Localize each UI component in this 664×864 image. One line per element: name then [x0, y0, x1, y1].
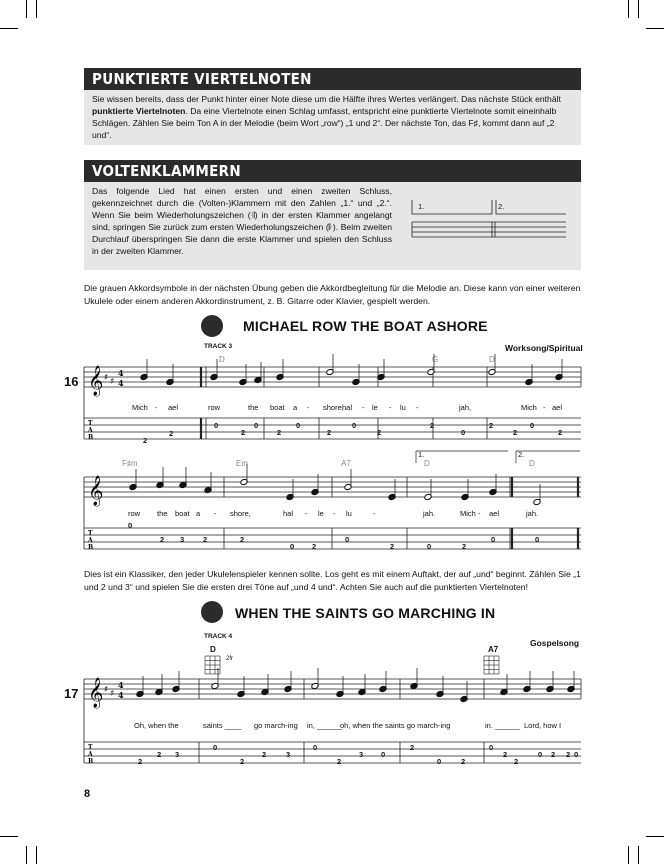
lyric-syllable: - — [478, 509, 481, 518]
time-sig: 4 — [118, 368, 124, 378]
tab-number: 2 — [240, 535, 245, 544]
lyric-syllable: - — [362, 403, 365, 412]
lyric-syllable: lu — [400, 403, 406, 412]
lyric-syllable: jah. — [526, 509, 539, 518]
tab-number: 0 — [345, 535, 350, 544]
tab-number: 2 — [203, 535, 208, 544]
tab-number: 0 — [461, 428, 466, 437]
paragraph-chords: Die grauen Akkordsymbole in der nächsten Übung geben die Akkordbegleitung für die Melodie an. Diese kann von einer weiteren Ukulele oder einem anderen Akkordinstrument, z. B. Gitarre oder Klavier, gespielt werden. — [84, 283, 581, 306]
tab-number: 2 — [558, 428, 563, 437]
chord-symbol: A7 — [341, 459, 351, 468]
tab-number: 2 — [143, 436, 148, 445]
chord-symbol: Em — [236, 459, 248, 468]
sharp: ♯ — [104, 685, 109, 695]
tab-number: 2 — [377, 428, 382, 437]
box-heading: PUNKTIERTE VIERTELNOTEN — [84, 68, 581, 90]
tab-number: 0 — [530, 421, 535, 430]
chord-symbol: G — [432, 355, 439, 364]
lyric-syllable: row — [128, 509, 141, 518]
tab-number: 3 — [359, 750, 364, 759]
lyric-syllable: ael — [168, 403, 179, 412]
lyric-syllable: Mich — [521, 403, 537, 412]
song-title: MICHAEL ROW THE BOAT ASHORE — [243, 318, 488, 334]
lyric-syllable: ael — [489, 509, 500, 518]
tab-number: 0 — [352, 421, 357, 430]
tab-clef: B — [88, 434, 94, 441]
tab-number: 3 — [286, 750, 291, 759]
tab-clef: T — [88, 420, 93, 427]
lyric-syllable: go march-ing — [254, 721, 298, 730]
tab-number: 2 — [157, 750, 162, 759]
chord-symbol: D — [210, 645, 216, 654]
tab-number: 0 — [254, 421, 259, 430]
tab-number: 2 — [169, 429, 174, 438]
tab-number: 2 — [514, 757, 519, 766]
lyric-syllable: - — [543, 403, 546, 412]
track-label: TRACK 3 — [204, 343, 233, 350]
tab-number: 0 — [128, 521, 133, 530]
tab-number: 0 — [437, 757, 442, 766]
lyric-syllable: hal — [342, 403, 353, 412]
lyric-syllable: Mich — [132, 403, 148, 412]
treble-clef: 𝄞 — [88, 476, 104, 506]
tab-number: 2 — [277, 428, 282, 437]
tab-number: 2 — [337, 757, 342, 766]
tab-number: 0 — [574, 750, 579, 759]
tab-number: 0 — [296, 421, 301, 430]
tab-number: 0 — [538, 750, 543, 759]
tab-number: 2 — [503, 750, 508, 759]
ending-1-label: 1. — [418, 450, 425, 459]
lyric-syllable: - — [389, 403, 392, 412]
tab-number: 0 — [535, 535, 540, 544]
lyric-syllable: - — [214, 509, 217, 518]
tab-number: 2 — [241, 428, 246, 437]
tab-number: 2 — [513, 428, 518, 437]
lyric-syllable: the — [248, 403, 259, 412]
box-heading: VOLTENKLAMMERN — [84, 160, 581, 182]
tab-number: 2 — [160, 535, 165, 544]
lyric-syllable: a — [293, 403, 298, 412]
sharp: ♯ — [110, 377, 115, 387]
tab-number: 2 — [430, 421, 435, 430]
tab-number: 2 — [462, 542, 467, 551]
lyric-syllable: shore, — [230, 509, 251, 518]
lyric-syllable: jah. — [423, 509, 436, 518]
lyric-syllable: boat — [175, 509, 190, 518]
lyric-syllable: boat — [270, 403, 285, 412]
tab-clef: B — [88, 544, 94, 551]
tab-number: 2 — [262, 750, 267, 759]
tab-number: 0 — [290, 542, 295, 551]
tab-number: 2 — [566, 750, 571, 759]
paragraph-saints: Dies ist ein Klassiker, den jeder Ukulelenspieler kennen sollte. Los geht es mit einem Auftakt, der auf „und“ beginnt. Zählen Sie „1 und 2 und 3“ und spielen Sie die ersten drei Töne auf „und 4 und“. Achten Sie auch auf die punktierten Viertelnoten! — [84, 569, 581, 592]
tab-number: 0 — [214, 421, 219, 430]
lyric-syllable: in. ______ — [485, 721, 521, 730]
tab-number: 3 — [180, 535, 185, 544]
measure-number: 16 — [64, 374, 79, 389]
chord-symbol: F♯m — [122, 459, 138, 468]
tab-number: 0 — [427, 542, 432, 551]
genre-label: Gospelsong — [530, 638, 580, 648]
lyric-syllable: - — [307, 403, 310, 412]
lyric-syllable: - — [333, 509, 336, 518]
ending-2-label: 2. — [498, 202, 505, 211]
lyric-syllable: - — [373, 509, 376, 518]
tab-number: 0 — [381, 750, 386, 759]
tab-number: 2 — [461, 757, 466, 766]
tab-number: 2 — [240, 757, 245, 766]
tab-number: 2 — [312, 542, 317, 551]
fret-label: 2fr — [226, 656, 234, 662]
lyric-syllable: Oh, when the — [134, 721, 179, 730]
tab-number: 0 — [491, 535, 496, 544]
chord-symbol: D — [529, 459, 535, 468]
tab-clef: B — [88, 758, 94, 765]
lyric-syllable: oh, when the saints go march-ing — [340, 721, 451, 730]
tab-number: 0 — [489, 743, 494, 752]
ending-1-label: 1. — [418, 202, 425, 211]
tab-number: 2 — [327, 428, 332, 437]
sharp: ♯ — [110, 689, 115, 699]
treble-clef: 𝄞 — [88, 678, 104, 708]
chord-symbol: D — [489, 355, 495, 364]
time-sig: 4 — [118, 690, 124, 700]
tab-clef: T — [88, 530, 93, 537]
lyric-syllable: lu — [346, 509, 352, 518]
tab-number: 2 — [138, 757, 143, 766]
genre-label: Worksong/Spiritual — [505, 343, 583, 353]
chord-symbol: A7 — [488, 645, 499, 654]
tab-clef: T — [88, 744, 93, 751]
sharp: ♯ — [104, 373, 109, 383]
tab-clef: A — [88, 751, 93, 758]
ending-2-label: 2. — [518, 450, 525, 459]
track-label: TRACK 4 — [204, 633, 233, 640]
song-title: WHEN THE SAINTS GO MARCHING IN — [235, 605, 496, 621]
treble-clef: 𝄞 — [88, 366, 104, 396]
lyric-syllable: - — [305, 509, 308, 518]
tab-number: 0 — [313, 743, 318, 752]
lyric-syllable: hal — [283, 509, 294, 518]
chord-symbol: D — [219, 355, 225, 364]
lyric-syllable: Lord, how I — [524, 721, 562, 730]
lyric-syllable: the — [157, 509, 168, 518]
lyric-syllable: - — [416, 403, 419, 412]
box-text: Das folgende Lied hat einen ersten und einen zweiten Schluss, gekennzeichnet durch die (Volten-)Klammern mit den Zahlen „1.“ und „2.“. Wenn Sie beim Wiederholungszeichen (𝄇) in der ersten Klammer angelangt sind, springen Sie zurück zum ersten Wiederholungszeichen (𝄆). Beim zweiten Durchlauf überspringen Sie dann die erste Klammer und spielen den Schluss in der zweiten Klammer. — [92, 186, 392, 256]
tab-number: 2 — [390, 542, 395, 551]
lyric-syllable: jah, — [459, 403, 472, 412]
time-sig: 4 — [118, 378, 124, 388]
tab-clef: A — [88, 537, 93, 544]
tab-number: 2 — [489, 421, 494, 430]
page-number: 8 — [84, 788, 91, 800]
lyric-syllable: ael — [552, 403, 563, 412]
lyric-syllable: - — [155, 403, 158, 412]
lyric-syllable: in, ______ — [307, 721, 343, 730]
lyric-syllable: a — [196, 509, 201, 518]
measure-number: 17 — [64, 686, 79, 701]
box-text: Sie wissen bereits, dass der Punkt hinter einer Note diese um die Hälfte ihres Wertes verlängert. Das nächste Stück enthält punktierte Viertelnoten. Da eine Viertelnote einen Schlag umfasst, entspricht eine punktierte Viertelnote somit eineinhalb Schlägen. Zählen Sie beim Ton A in der Melodie (beim Wort „row“) „1 und 2“. Der nächste Ton, das F♯, kommt dann auf „2 und“. — [92, 94, 561, 140]
lyric-syllable: shore, — [323, 403, 344, 412]
lyric-syllable: Mich — [460, 509, 476, 518]
tab-number: 2 — [551, 750, 556, 759]
time-sig: 4 — [118, 680, 124, 690]
chord-symbol: D — [424, 459, 430, 468]
tab-number: 3 — [175, 750, 180, 759]
tab-number: 2 — [410, 743, 415, 752]
lyric-syllable: le — [318, 509, 324, 518]
lyric-syllable: saints ____ — [203, 721, 242, 730]
tab-number: 0 — [213, 743, 218, 752]
lyric-syllable: le — [372, 403, 378, 412]
lyric-syllable: row — [208, 403, 221, 412]
tab-clef: A — [88, 427, 93, 434]
